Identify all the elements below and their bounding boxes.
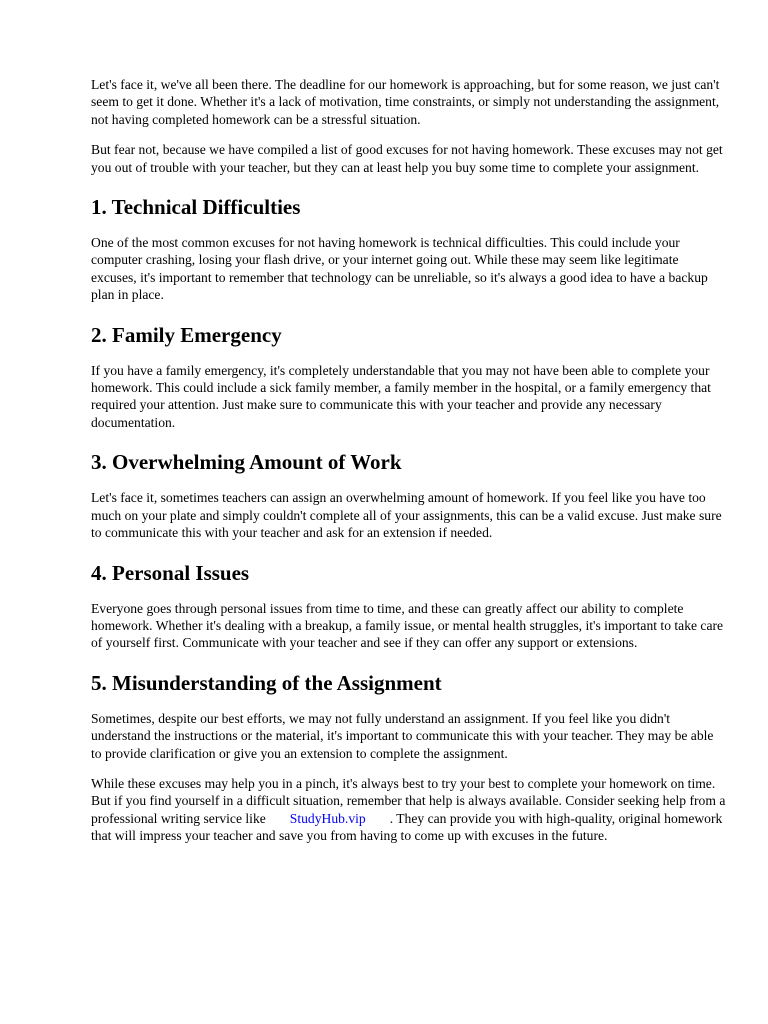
intro-paragraph-2: But fear not, because we have compiled a list of good excuses for not having homework. These excuses may not get you out of trouble with your teacher, but they can at least help you buy some time to complete your assignment. [91,142,723,175]
section-body-family-emergency: If you have a family emergency, it's completely understandable that you may not have been able to complete your homework. This could include a sick family member, a family member in the hospital, or a family emergency that required your attention. Just make sure to communicate this with your teacher and provide any necessary documentation. [91,362,711,430]
section-heading-personal-issues: 4. Personal Issues [91,560,250,585]
studyhub-link[interactable]: StudyHub.vip [289,810,366,826]
section-body-misunderstanding: Sometimes, despite our best efforts, we may not fully understand an assignment. If you feel like you didn't understand the instructions or the material, it's important to communicate this with your teacher. They may be able to provide clarification or give you an extension to complete the assignment. [91,710,714,761]
section-body-technical-difficulties: One of the most common excuses for not having homework is technical difficulties. This could include your computer crashing, losing your flash drive, or your internet going out. While these may seem like legitimate excuses, it's important to remember that technology can be unreliable, so it's always a good idea to have a backup plan in place. [91,235,708,303]
intro-paragraph-1: Let's face it, we've all been there. The deadline for our homework is approaching, but for some reason, we just can't seem to get it done. Whether it's a lack of motivation, time constraints, or simply not understanding the assignment, not having completed homework can be a stressful situation. [91,77,720,127]
closing-paragraph [91,775,727,845]
closing-text-before-link: While these excuses may help you in a pinch, it's always best to try your best to complete your homework on time. But if you find yourself in a difficult situation, remember that help is always available. Consider seeking help from a professional writing service like [91,775,726,826]
section-heading-overwhelming-work: 3. Overwhelming Amount of Work [91,450,402,475]
section-heading-misunderstanding: 5. Misunderstanding of the Assignment [91,670,442,695]
closing-text-after-link: . They can provide you with high-quality, original homework that will impress your teacher and save you from having to come up with excuses in the future. [91,810,723,844]
document-page [91,76,727,858]
section-body-overwhelming-work: Let's face it, sometimes teachers can assign an overwhelming amount of homework. If you feel like you have too much on your plate and simply couldn't complete all of your assignments, this can be a valid excuse. Just make sure to communicate this with your teacher and ask for an extension if needed. [91,490,722,541]
section-heading-family-emergency: 2. Family Emergency [91,322,282,347]
section-heading-technical-difficulties: 1. Technical Difficulties [91,195,301,220]
section-body-personal-issues: Everyone goes through personal issues from time to time, and these can greatly affect our ability to complete homework. Whether it's dealing with a breakup, a family issue, or mental health struggles, it's important to take care of yourself first. Communicate with your teacher and see if they can offer any support or extensions. [91,600,724,651]
